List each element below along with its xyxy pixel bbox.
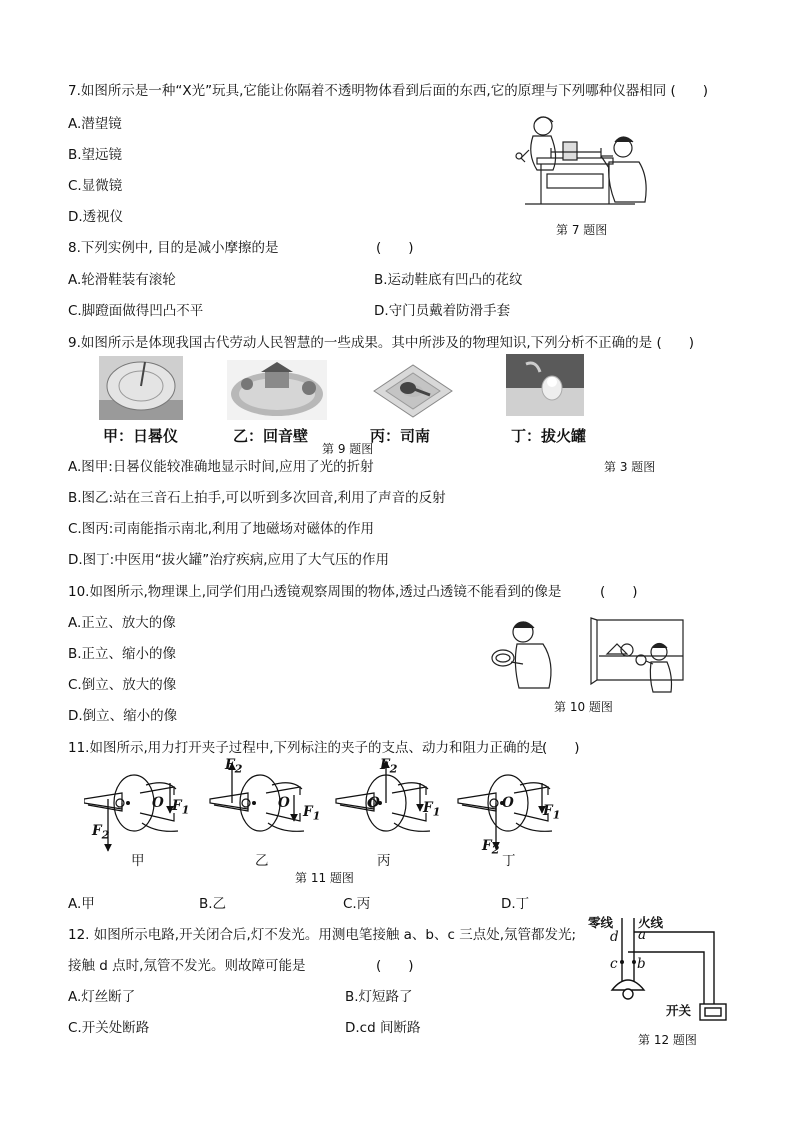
q7-caption: 第 7 题图 — [556, 223, 608, 237]
q9-option-c: C.图丙:司南能指示南北,利用了地磁场对磁体的作用 — [68, 521, 375, 537]
q10-stem: 10.如图所示,物理课上,同学们用凸透镜观察周围的物体,透过凸透镜不能看到的像是 — [68, 584, 562, 600]
q10-answer-paren: ( ) — [600, 584, 638, 600]
q10-option-b: B.正立、缩小的像 — [68, 646, 177, 662]
q10-option-c: C.倒立、放大的像 — [68, 677, 177, 693]
q12-caption: 第 12 题图 — [638, 1033, 697, 1047]
jia-f2-label: $F_2$ — [92, 823, 110, 842]
ding-f2-label: $F_2$ — [482, 838, 500, 857]
yi-fulcrum-o: O — [278, 795, 290, 811]
q8-option-b: B.运动鞋底有凹凸的花纹 — [374, 272, 523, 288]
q10-option-a: A.正立、放大的像 — [68, 615, 176, 631]
q8-option-a: A.轮滑鞋装有滚轮 — [68, 272, 176, 288]
q11-option-c: C.丙 — [343, 896, 371, 912]
q7-stem: 7.如图所示是一种“X光”玩具,它能让你隔着不透明物体看到后面的东西,它的原理与下列哪种仪器相同 ( ) — [68, 83, 709, 99]
q7-option-c: C.显微镜 — [68, 178, 123, 194]
sundial-photo — [99, 356, 183, 420]
live-wire-label: 火线 — [638, 915, 664, 930]
q9-option-d: D.图丁:中医用“拔火罐”治疗疾病,应用了大气压的作用 — [68, 552, 390, 568]
q11-option-b: B.乙 — [199, 896, 227, 912]
q12-circuit-diagram — [600, 916, 730, 1026]
q11-fig-label-yi: 乙 — [255, 853, 269, 869]
q7-option-a: A.潜望镜 — [68, 116, 122, 132]
bing-fulcrum-o: O — [368, 795, 380, 811]
q11-answer-paren: ( ) — [542, 740, 580, 756]
q10-caption: 第 10 题图 — [554, 700, 613, 714]
cupping-photo — [506, 354, 584, 416]
stray-figure-caption: 第 3 题图 — [604, 460, 656, 474]
q8-option-c: C.脚蹬面做得凹凸不平 — [68, 303, 204, 319]
jia-f1-label: $F_1$ — [172, 798, 190, 817]
q11-fig-label-jia: 甲 — [131, 853, 145, 869]
point-d-label: d — [610, 929, 619, 945]
jia-fulcrum-o: O — [152, 795, 164, 811]
q8-option-d: D.守门员戴着防滑手套 — [374, 303, 511, 319]
q12-option-d: D.cd 间断路 — [345, 1020, 421, 1036]
q9-label-bing: 丙：司南 — [370, 427, 431, 445]
q9-label-ding: 丁：拔火罐 — [511, 427, 587, 445]
clip-diagram-ding — [458, 775, 552, 849]
point-c-label: c — [610, 956, 618, 972]
q11-fig-label-bing: 丙 — [377, 853, 391, 869]
q9-stem: 9.如图所示是体现我国古代劳动人民智慧的一些成果。其中所涉及的物理知识,下列分析不正确的是 ( ) — [68, 335, 694, 351]
q7-xray-toy-illustration — [505, 112, 655, 218]
q12-option-c: C.开关处断路 — [68, 1020, 150, 1036]
q9-caption: 第 9 题图 — [322, 442, 374, 456]
neutral-wire-label: 零线 — [588, 915, 614, 930]
yi-f2-label: $F_2$ — [225, 757, 243, 776]
echo-wall-photo — [227, 360, 327, 420]
q12-option-b: B.灯短路了 — [345, 989, 413, 1005]
q10-option-d: D.倒立、缩小的像 — [68, 708, 178, 724]
q12-option-a: A.灯丝断了 — [68, 989, 136, 1005]
q12-stem-line2: 接触 d 点时,氖管不发光。则故障可能是 — [68, 958, 306, 974]
bing-f2-label: $F_2$ — [380, 757, 398, 776]
point-a-label: a — [638, 927, 647, 943]
q10-convex-lens-illustration — [487, 616, 687, 698]
q8-answer-paren: ( ) — [376, 240, 414, 256]
ding-f1-label: $F_1$ — [543, 803, 561, 822]
switch-label: 开关 — [666, 1003, 692, 1018]
q7-option-d: D.透视仪 — [68, 209, 124, 225]
q11-fig-label-ding: 丁 — [502, 853, 516, 869]
q11-stem: 11.如图所示,用力打开夹子过程中,下列标注的夹子的支点、动力和阻力正确的是 — [68, 740, 544, 756]
yi-f1-label: $F_1$ — [303, 804, 321, 823]
point-b-label: b — [637, 956, 646, 972]
bing-f1-label: $F_1$ — [423, 800, 441, 819]
q11-option-a: A.甲 — [68, 896, 95, 912]
q9-option-a: A.图甲:日晷仪能较准确地显示时间,应用了光的折射 — [68, 459, 374, 475]
ding-fulcrum-o: O — [502, 795, 514, 811]
q8-stem: 8.下列实例中, 目的是减小摩擦的是 — [68, 240, 279, 256]
q9-label-yi: 乙：回音壁 — [233, 427, 309, 445]
q9-label-jia: 甲：日晷仪 — [103, 427, 179, 445]
q7-option-b: B.望远镜 — [68, 147, 123, 163]
q12-answer-paren: ( ) — [376, 958, 414, 974]
q11-caption: 第 11 题图 — [295, 871, 354, 885]
q11-option-d: D.丁 — [501, 896, 530, 912]
q9-option-b: B.图乙:站在三音石上拍手,可以听到多次回音,利用了声音的反射 — [68, 490, 446, 506]
q12-stem-line1: 12. 如图所示电路,开关闭合后,灯不发光。用测电笔接触 a、b、c 三点处,氖管都发光; — [68, 927, 577, 943]
sinan-compass-photo — [370, 361, 456, 421]
